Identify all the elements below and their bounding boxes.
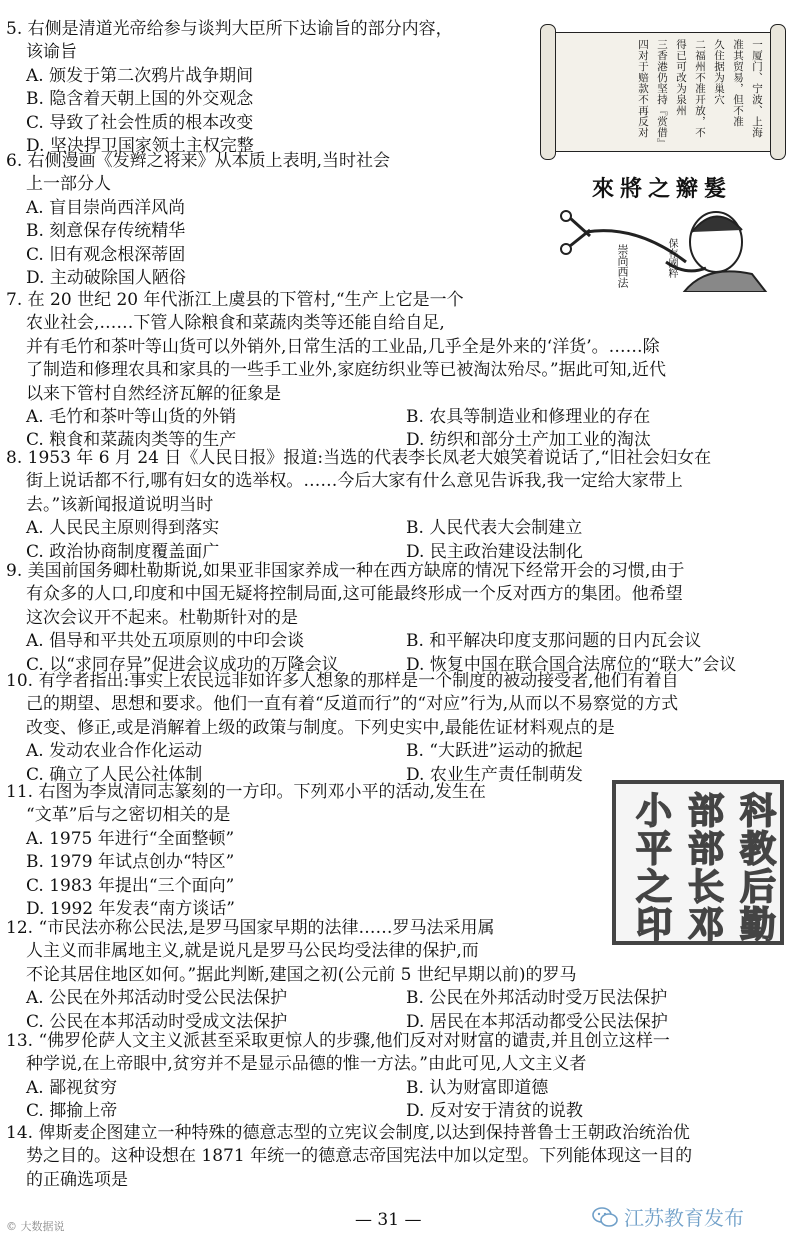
scroll-column: 四对于赔款不再反对 bbox=[637, 39, 649, 138]
q10-option-d: D. 农业生产责任制萌发 bbox=[406, 764, 583, 785]
question-6 bbox=[6, 150, 531, 290]
q10-option-c: C. 确立了人民公社体制 bbox=[26, 764, 203, 785]
seal-char: 科 bbox=[739, 790, 776, 832]
q8-option-c: C. 政治协商制度覆盖面广 bbox=[26, 541, 220, 562]
question-9 bbox=[6, 560, 792, 677]
q11-option-a: A. 1975 年进行“全面整顿” bbox=[26, 828, 235, 849]
scroll-body bbox=[554, 32, 774, 152]
q9-option-b: B. 和平解决印度支那问题的日内瓦会议 bbox=[406, 631, 702, 652]
q10-option-a: A. 发动农业合作化运动 bbox=[26, 741, 203, 762]
q13-option-b: B. 认为财富即道德 bbox=[406, 1077, 549, 1098]
q13-option-c: C. 揶揄上帝 bbox=[26, 1101, 118, 1122]
q5-option-c: C. 导致了社会性质的根本改变 bbox=[26, 112, 254, 133]
scroll-column: 一厦门、宁波、上海 bbox=[751, 39, 763, 138]
q6-stem-cont: 上一部分人 bbox=[26, 174, 111, 195]
question-5 bbox=[6, 18, 531, 158]
q7-option-d: D. 纺织和部分土产加工业的淘汰 bbox=[406, 430, 651, 451]
question-13 bbox=[6, 1030, 792, 1124]
q9-line3: 这次会议开不起来。杜勒斯针对的是 bbox=[26, 607, 298, 628]
q10-line3: 改变、修正,或是消解着上级的政策与制度。下列史实中,最能佐证材料观点的是 bbox=[26, 717, 615, 738]
q9-line2: 有众多的人口,印度和中国无疑将控制局面,这可能最终形成一个反对西方的集团。他希望 bbox=[26, 584, 683, 605]
q6-option-d: D. 主动破除国人陋俗 bbox=[26, 268, 186, 289]
q7-line2: 农业社会,……下管人除粮食和菜蔬肉类等还能自给自足, bbox=[26, 313, 445, 334]
q5-stem: 5. 右侧是清道光帝给参与谈判大臣所下达谕旨的部分内容， bbox=[6, 19, 453, 39]
q12-option-a: A. 公民在外邦活动时受公民法保护 bbox=[26, 988, 288, 1009]
q11-option-d: D. 1992 年发表“南方谈话” bbox=[26, 899, 235, 920]
q11-line2: “文革”后与之密切相关的是 bbox=[26, 805, 231, 826]
q11-option-b: B. 1979 年试点创办“特区” bbox=[26, 852, 235, 873]
q13-option-d: D. 反对安于清贫的说教 bbox=[406, 1101, 583, 1122]
q9-option-c: C. 以“求同存异”促进会议成功的万隆会议 bbox=[26, 654, 339, 675]
q7-option-b: B. 农具等制造业和修理业的存在 bbox=[406, 407, 651, 428]
q8-line3: 去。”该新闻报道说明当时 bbox=[26, 494, 214, 515]
q6-option-c: C. 旧有观念根深蒂固 bbox=[26, 244, 186, 265]
q7-line3: 并有毛竹和茶叶等山货可以外销外,日常生活的工业品,几乎全是外来的‘洋货’。……除 bbox=[26, 336, 660, 357]
page-number: — 31 — bbox=[355, 1210, 422, 1230]
q9-option-d: D. 恢复中国在联合国合法席位的“联大”会议 bbox=[406, 654, 737, 675]
cartoon-title: 來將之辮髮 bbox=[592, 176, 733, 202]
q10-line2: 己的期望、思想和要求。他们一直有着“反道而行”的“对应”行为,从而以不易察觉的方式 bbox=[26, 694, 679, 715]
edict-scroll-figure bbox=[540, 22, 786, 160]
page-footer bbox=[0, 1200, 800, 1246]
q7-option-a: A. 毛竹和茶叶等山货的外销 bbox=[26, 407, 237, 428]
q12-options bbox=[6, 987, 792, 1034]
scroll-column: 准其贸易，但不准 bbox=[732, 39, 744, 127]
watermark-right bbox=[592, 1202, 744, 1231]
seal-char: 之 bbox=[635, 866, 672, 908]
q12-line2: 人主义而非属地主义,就是说凡是罗马公民均受法律的保护,而 bbox=[26, 941, 479, 962]
q8-options bbox=[6, 517, 792, 564]
q5-option-b: B. 隐含着天朝上国的外交观念 bbox=[26, 89, 254, 110]
q13-option-a: A. 鄙视贫穷 bbox=[26, 1077, 118, 1098]
q13-line1: 13. “佛罗伦萨人文主义派甚至采取更惊人的步骤,他们反对对财富的谴责,并且创立这样一 bbox=[6, 1031, 670, 1051]
seal-char: 印 bbox=[635, 904, 672, 946]
q9-option-a: A. 倡导和平共处五项原则的中印会谈 bbox=[26, 631, 305, 652]
scroll-column: 三香港仍坚持『赏借』 bbox=[656, 39, 668, 149]
seal-char: 邓 bbox=[687, 904, 724, 946]
seal-char: 后 bbox=[739, 866, 776, 908]
q12-option-d: D. 居民在本邦活动都受公民法保护 bbox=[406, 1011, 668, 1032]
q12-option-c: C. 公民在本邦活动时受成文法保护 bbox=[26, 1011, 288, 1032]
q8-line2: 街上说话都不行,哪有妇女的选举权。……今后大家有什么意见告诉我,我一定给大家带上 bbox=[26, 471, 683, 492]
watermark-left: © 大数据说 bbox=[6, 1220, 65, 1233]
scroll-column: 二福州不准开放，不 bbox=[694, 39, 706, 138]
q7-option-c: C. 粮食和菜蔬肉类等的生产 bbox=[26, 430, 237, 451]
scroll-roll-left bbox=[540, 24, 556, 160]
question-14 bbox=[6, 1122, 792, 1192]
q11-option-c: C. 1983 年提出“三个面向” bbox=[26, 875, 235, 896]
cartoon-label-left: 崇尚西法 bbox=[616, 244, 629, 288]
q5-option-d: D. 坚决捍卫国家领土主权完整 bbox=[26, 136, 254, 157]
question-7 bbox=[6, 289, 792, 453]
queue-cartoon-figure bbox=[556, 172, 786, 292]
q7-options bbox=[6, 406, 792, 453]
seal-char: 小 bbox=[635, 790, 672, 832]
seal-char: 勤 bbox=[739, 904, 776, 946]
q7-line5: 以来下管村自然经济瓦解的征象是 bbox=[26, 383, 281, 404]
question-12 bbox=[6, 917, 792, 1034]
question-8 bbox=[6, 447, 792, 564]
scroll-column: 久住据为巢穴 bbox=[713, 39, 725, 105]
q11-line1: 11. 右图为李岚清同志篆刻的一方印。下列邓小平的活动,发生在 bbox=[6, 782, 486, 802]
q6-stem: 6. 右侧漫画《发辫之将来》从本质上表明,当时社会 bbox=[6, 151, 391, 171]
q5-option-a: A. 颁发于第二次鸦片战争期间 bbox=[26, 65, 254, 86]
cartoon-label-right: 保存國粹 bbox=[666, 238, 677, 278]
watermark-right-text: 江苏教育发布 bbox=[624, 1206, 744, 1230]
q14-line2: 势之目的。这种设想在 1871 年统一的德意志帝国宪法中加以定型。下列能体现这一目的 bbox=[26, 1146, 693, 1167]
q5-stem-cont: 该谕旨 bbox=[26, 42, 77, 63]
q8-option-d: D. 民主政治建设法制化 bbox=[406, 541, 583, 562]
seal-char: 教 bbox=[739, 828, 776, 870]
q8-option-b: B. 人民代表大会制建立 bbox=[406, 518, 583, 539]
seal-char: 部 bbox=[687, 828, 724, 870]
q10-option-b: B. “大跃进”运动的掀起 bbox=[406, 741, 583, 762]
q6-option-b: B. 刻意保存传统精华 bbox=[26, 221, 186, 242]
seal-char: 长 bbox=[687, 866, 724, 908]
seal-char: 平 bbox=[635, 828, 672, 870]
q8-line1: 8. 1953 年 6 月 24 日《人民日报》报道:当选的代表李长凤老大娘笑着说话了,“旧社会妇女在 bbox=[6, 448, 712, 468]
question-10 bbox=[6, 670, 792, 787]
q6-option-a: A. 盲目崇尚西洋风尚 bbox=[26, 197, 186, 218]
q9-line1: 9. 美国前国务卿杜勒斯说,如果亚非国家养成一种在西方缺席的情况下经常开会的习惯,由于 bbox=[6, 561, 685, 581]
q10-line1: 10. 有学者指出:事实上农民远非如许多人想象的那样是一个制度的被动接受者,他们有着自 bbox=[6, 671, 679, 691]
q13-options bbox=[6, 1077, 792, 1124]
q14-line1: 14. 俾斯麦企图建立一种特殊的德意志型的立宪议会制度,以达到保持普鲁士王朝政治统治优 bbox=[6, 1123, 690, 1143]
question-11 bbox=[6, 781, 581, 921]
q13-line2: 种学说,在上帝眼中,贫穷并不是显示品德的惟一方法。”由此可见,人文主义者 bbox=[26, 1054, 587, 1075]
q12-option-b: B. 公民在外邦活动时受万民法保护 bbox=[406, 988, 668, 1009]
q12-line1: 12. “市民法亦称公民法,是罗马国家早期的法律……罗马法采用属 bbox=[6, 918, 495, 938]
scroll-column: 得已可改为泉州 bbox=[675, 39, 687, 116]
scroll-text bbox=[636, 39, 763, 149]
scroll-roll-right bbox=[770, 24, 786, 160]
q12-line3: 不论其居住地区如何。”据此判断,建国之初(公元前 5 世纪早期以前)的罗马 bbox=[26, 964, 577, 985]
wechat-icon bbox=[592, 1206, 618, 1228]
seal-char: 部 bbox=[687, 790, 724, 832]
q7-line4: 了制造和修理农具和家具的一些手工业外,家庭纺织业等已被淘汰殆尽。”据此可知,近代 bbox=[26, 360, 666, 381]
q14-line3: 的正确选项是 bbox=[26, 1169, 128, 1190]
q8-option-a: A. 人民民主原则得到落实 bbox=[26, 518, 220, 539]
q7-line1: 7. 在 20 世纪 20 年代浙江上虞县的下管村,“生产上它是一个 bbox=[6, 290, 464, 310]
